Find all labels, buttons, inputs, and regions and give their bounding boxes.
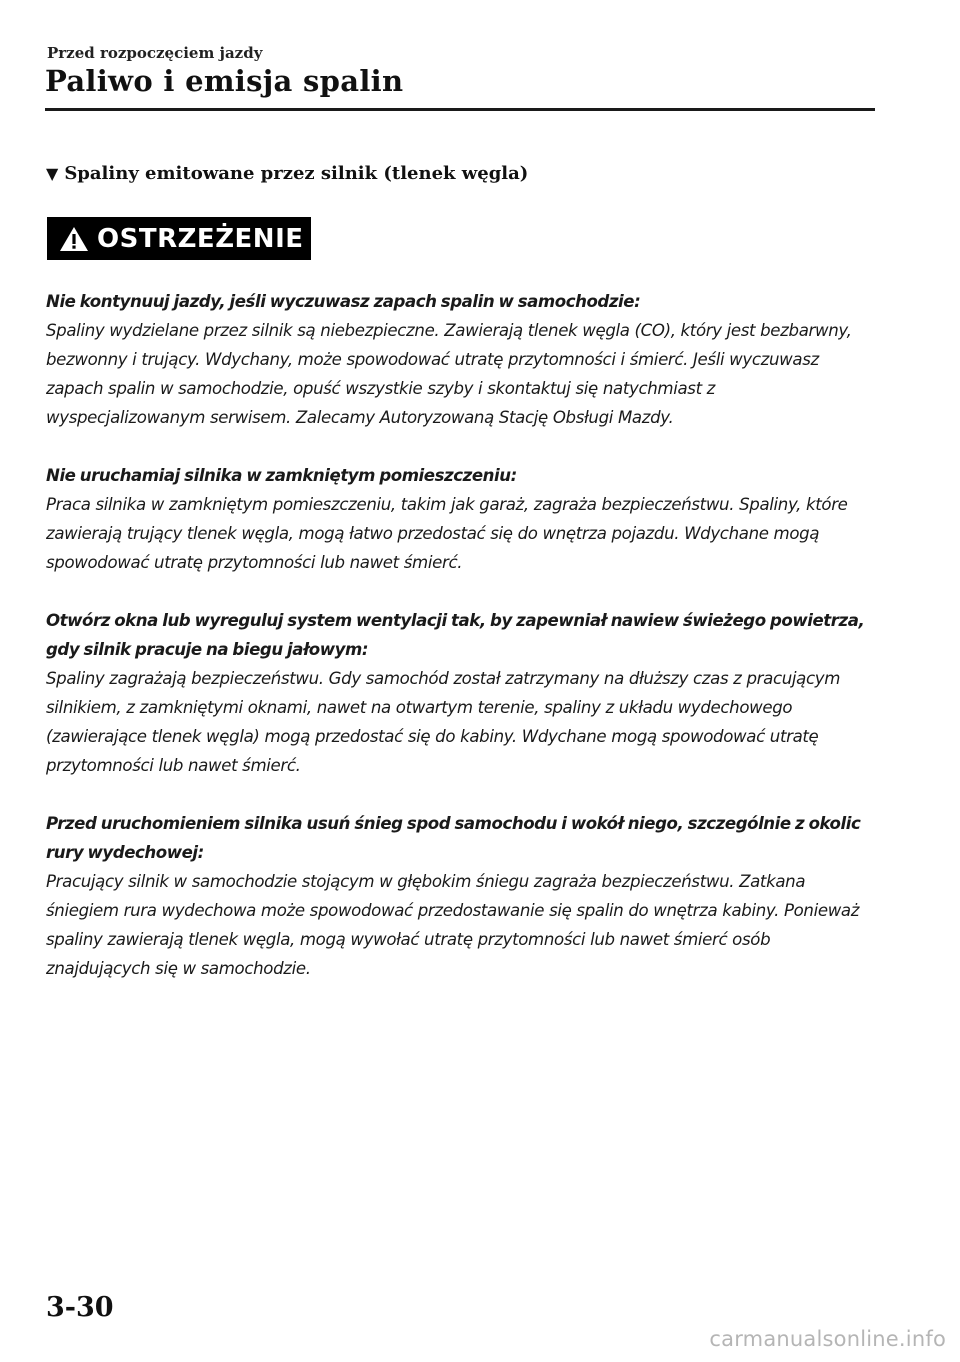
warning-item xyxy=(46,287,878,432)
warning-badge xyxy=(47,217,311,260)
page-title: Paliwo i emisja spalin xyxy=(45,64,404,98)
warning-item xyxy=(46,809,878,983)
page-number: 3-30 xyxy=(46,1292,114,1323)
warning-item xyxy=(46,606,878,780)
warning-item-body: Spaliny zagrażają bezpieczeństwu. Gdy samochód został zatrzymany na dłuższy czas z pracującym silnikiem, z zamkniętymi oknami, nawet na otwartym terenie, spaliny z układu wydechowego (zawierające tlenek węgla) mogą przedostać się do kabiny. Wdychane mogą spowodować utratę przytomności lub nawet śmierć. xyxy=(46,669,841,775)
warning-content xyxy=(46,287,878,1012)
chapter-label: Przed rozpoczęciem jazdy xyxy=(47,44,263,62)
section-heading-text: Spaliny emitowane przez silnik (tlenek węgla) xyxy=(64,163,529,184)
warning-item-title: Nie uruchamiaj silnika w zamkniętym pomieszczeniu: xyxy=(46,466,517,485)
warning-item-body: Spaliny wydzielane przez silnik są niebezpieczne. Zawierają tlenek węgla (CO), który jest bezbarwny, bezwonny i trujący. Wdychany, może spowodować utratę przytomności i śmierć. Jeśli wyczuwasz zapach spalin w samochodzie, opuść wszystkie szyby i skontaktuj się natychmiast z wyspecjalizowanym serwisem. Zalecamy Autoryzowaną Stację Obsługi Mazdy. xyxy=(46,321,852,427)
warning-item-title: Przed uruchomieniem silnika usuń śnieg spod samochodu i wokół niego, szczególnie z okolic rury wydechowej: xyxy=(46,814,861,862)
warning-label: OSTRZEŻENIE xyxy=(97,223,304,254)
header-divider xyxy=(45,108,875,111)
section-heading xyxy=(46,163,528,184)
warning-item-title: Otwórz okna lub wyreguluj system wentylacji tak, by zapewniał nawiew świeżego powietrza, gdy silnik pracuje na biegu jałowym: xyxy=(46,611,865,659)
triangle-down-icon: ▼ xyxy=(46,163,59,183)
watermark: carmanualsonline.info xyxy=(709,1327,946,1351)
warning-triangle-icon xyxy=(59,226,89,252)
warning-item-body: Praca silnika w zamkniętym pomieszczeniu, takim jak garaż, zagraża bezpieczeństwu. Spaliny, które zawierają trujący tlenek węgla, mogą łatwo przedostać się do wnętrza pojazdu. Wdychane mogą spowodować utratę przytomności lub nawet śmierć. xyxy=(46,495,848,572)
warning-item xyxy=(46,461,878,577)
warning-item-title: Nie kontynuuj jazdy, jeśli wyczuwasz zapach spalin w samochodzie: xyxy=(46,292,641,311)
warning-item-body: Pracujący silnik w samochodzie stojącym w głębokim śniegu zagraża bezpieczeństwu. Zatkana śniegiem rura wydechowa może spowodować przedostawanie się spalin do wnętrza kabiny. Ponieważ spaliny zawierają tlenek węgla, mogą wywołać utratę przytomności lub nawet śmierć osób znajdujących się w samochodzie. xyxy=(46,872,860,978)
